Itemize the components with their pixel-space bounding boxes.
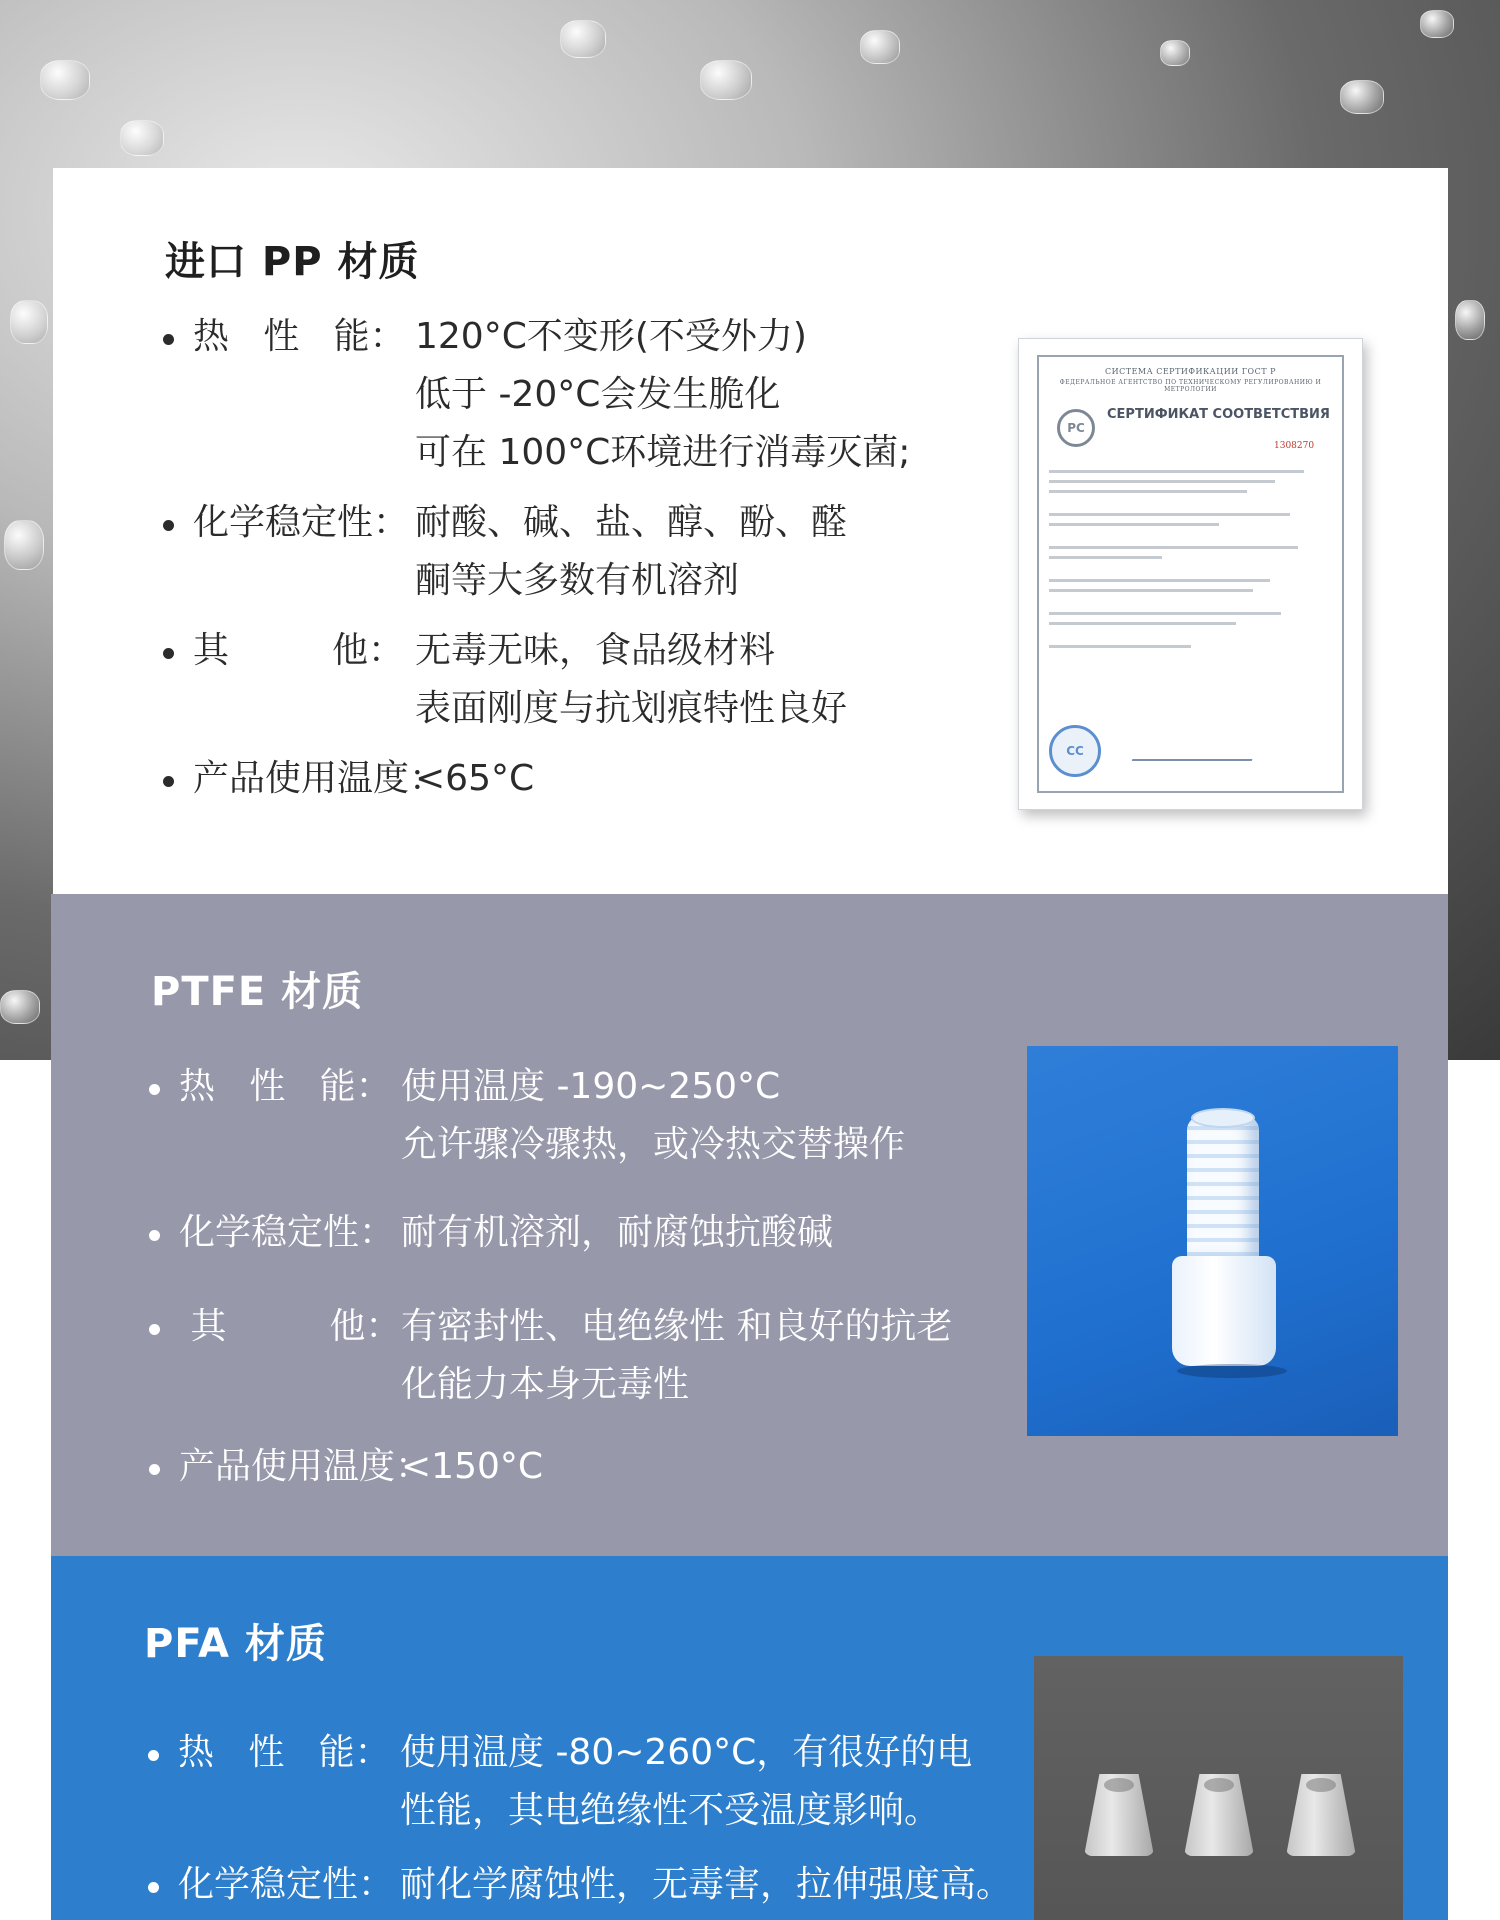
certificate-body-lines: [1049, 470, 1332, 648]
ferrule-shape: [1184, 1774, 1254, 1856]
spec-line: 使用温度 -80~260°C，有很好的电: [400, 1732, 973, 1773]
bullet-icon: [144, 1856, 178, 1914]
spec-line: 耐有机溶剂，耐腐蚀抗酸碱: [401, 1212, 834, 1253]
bullet-icon: [159, 494, 193, 610]
pfa-ferrules-photo: [1034, 1656, 1403, 1920]
pellet-decor: [4, 520, 44, 570]
ferrule-shape: [1084, 1774, 1154, 1856]
spec-line: 酮等大多数有机溶剂: [415, 560, 740, 601]
ptfe-fitting-photo: [1027, 1046, 1398, 1436]
spec-label: 热 性 能：: [178, 1732, 391, 1773]
spec-line: <150°C: [401, 1446, 544, 1487]
pellet-decor: [120, 120, 164, 156]
spec-label: 其 他：: [179, 1306, 402, 1347]
spec-line: 表面刚度与抗划痕特性良好: [415, 688, 848, 729]
certificate-title: СЕРТИФИКАТ СООТВЕТСТВИЯ: [1107, 407, 1330, 422]
spec-line: 无毒无味，食品级材料: [415, 630, 776, 671]
certificate-frame: [1037, 355, 1344, 793]
ptfe-spec-list: [145, 1058, 1025, 1496]
bullet-icon: [145, 1438, 179, 1496]
spec-value: [401, 1298, 1025, 1414]
pellet-decor: [1420, 10, 1454, 38]
spec-value: [401, 1438, 1025, 1496]
spec-line: 性能，其电绝缘性不受温度影响。: [400, 1790, 941, 1831]
bullet-icon: [159, 622, 193, 738]
pfa-spec-list: [144, 1724, 1044, 1914]
pellet-decor: [560, 20, 606, 58]
ptfe-material-section: [51, 894, 1448, 1556]
spec-value: [400, 1856, 1044, 1914]
pp-section-title: 进口 PP 材质: [165, 239, 420, 285]
ptfe-other-item: [145, 1298, 1025, 1414]
spec-line: 低于 -20°C会发生脆化: [415, 374, 781, 415]
fitting-base-shape: [1172, 1256, 1276, 1366]
pp-temperature-item: [159, 750, 919, 808]
conformity-certificate-image: [1018, 338, 1363, 810]
signature-mark: [1132, 721, 1267, 761]
spec-value: [415, 622, 919, 738]
bullet-icon: [145, 1298, 179, 1414]
bullet-icon: [145, 1058, 179, 1174]
spec-value: [415, 494, 919, 610]
pp-thermal-item: [159, 308, 919, 482]
pp-spec-list: [159, 308, 919, 820]
fitting-opening-shape: [1191, 1108, 1255, 1128]
certificate-system-text: СИСТЕМА СЕРТИФИКАЦИИ ГОСТ Р: [1105, 367, 1276, 376]
pfa-section-title: PFA 材质: [144, 1621, 327, 1667]
spec-line: 耐酸、碱、盐、醇、酚、醛: [415, 502, 848, 543]
spec-value: [401, 1204, 1025, 1262]
pp-other-item: [159, 622, 919, 738]
ptfe-chemical-item: [145, 1204, 1025, 1262]
pellet-decor: [1160, 40, 1190, 66]
spec-label: 产品使用温度：: [179, 1446, 432, 1487]
spec-line: 120°C不变形(不受外力): [415, 316, 807, 357]
ptfe-thermal-item: [145, 1058, 1025, 1174]
certificate-agency-text: ФЕДЕРАЛЬНОЕ АГЕНТСТВО ПО ТЕХНИЧЕСКОМУ РЕГУЛИРОВАНИЮ И МЕТРОЛОГИИ: [1059, 379, 1322, 393]
bullet-icon: [145, 1204, 179, 1262]
spec-line: 使用温度 -190~250°C: [401, 1066, 781, 1107]
spec-value: [415, 308, 919, 482]
spec-label: 热 性 能：: [179, 1066, 392, 1107]
ptfe-temperature-item: [145, 1438, 1025, 1496]
spec-line: 有密封性、电绝缘性 和良好的抗老: [401, 1306, 953, 1347]
spec-label: 化学稳定性：: [178, 1864, 395, 1905]
pfa-chemical-item: [144, 1856, 1044, 1914]
fitting-shadow-shape: [1177, 1364, 1287, 1378]
pellet-decor: [40, 60, 90, 100]
pfa-thermal-item: [144, 1724, 1044, 1840]
spec-value: [400, 1724, 1044, 1840]
pellet-decor: [700, 60, 752, 100]
pellet-decor: [0, 990, 40, 1024]
spec-line: <65°C: [415, 758, 535, 799]
certificate-logo-icon: PC: [1057, 409, 1095, 447]
pellet-decor: [1340, 80, 1384, 114]
spec-label: 化学稳定性：: [179, 1212, 396, 1253]
spec-value: [415, 750, 919, 808]
bullet-icon: [159, 308, 193, 482]
spec-line: 化能力本身无毒性: [401, 1364, 690, 1405]
spec-label: 热 性 能：: [193, 316, 406, 357]
ptfe-section-title: PTFE 材质: [151, 969, 364, 1015]
fitting-thread-shape: [1187, 1116, 1259, 1261]
pellet-decor: [10, 300, 48, 344]
spec-label: 产品使用温度：: [193, 758, 446, 799]
spec-label: 其 他：: [193, 630, 404, 671]
spec-label: 化学稳定性：: [193, 502, 410, 543]
certificate-seal-icon: CC: [1049, 725, 1101, 777]
bullet-icon: [159, 750, 193, 808]
spec-line: 可在 100°C环境进行消毒灭菌;: [415, 432, 911, 473]
pellet-decor: [1455, 300, 1485, 340]
certificate-number: 1308270: [1274, 441, 1315, 451]
pfa-material-section: [51, 1556, 1448, 1920]
spec-line: 耐化学腐蚀性，无毒害，拉伸强度高。: [400, 1864, 1013, 1905]
pellet-decor: [860, 30, 900, 64]
bullet-icon: [144, 1724, 178, 1840]
pp-chemical-item: [159, 494, 919, 610]
pp-material-section: [53, 168, 1448, 894]
ferrule-shape: [1286, 1774, 1356, 1856]
spec-line: 允许骤冷骤热，或冷热交替操作: [401, 1124, 906, 1165]
spec-value: [401, 1058, 1025, 1174]
